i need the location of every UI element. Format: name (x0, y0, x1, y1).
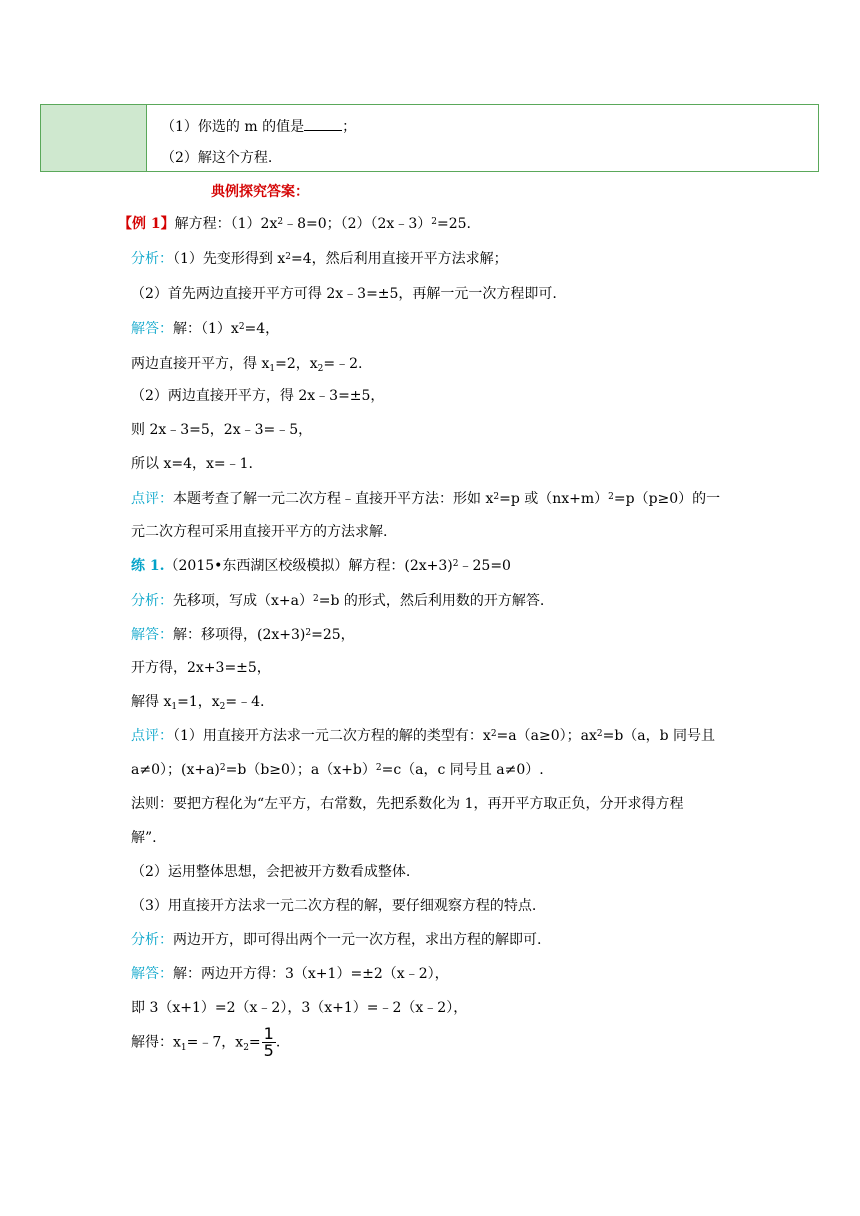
question-table (40, 104, 819, 172)
example-2-answer-2: 即 3（x+1）=2（x﹣2），3（x+1）=﹣2（x﹣2）， (131, 1000, 468, 1016)
answer-blank (304, 118, 342, 131)
table-row-1: （1）你选的 m 的值是 ； (161, 119, 357, 135)
practice-1-comment-3: （2）运用整体思想，会把被开方数看成整体. (131, 864, 411, 880)
example-2-answer-1: 解答：解：两边开方得：3（x+1）=±2（x﹣2）， (131, 966, 449, 982)
example-2-analysis: 分析：两边开方，即可得出两个一元一次方程，求出方程的解即可. (131, 932, 542, 948)
example-1-comment-1: 点评：本题考查了解一元二次方程﹣直接开平方法：形如 $x^2=p$ 或$(nx+m)^2=p(p\ge 0)$的一 (131, 491, 721, 507)
practice-1-comment-4: （3）用直接开方法求一元二次方程的解，要仔细观察方程的特点. (131, 898, 537, 914)
practice-1-rule-2: 解”. (131, 830, 157, 846)
practice-1-comment-2: a≠0）；$(x+a)^2=b(b\ge 0)$；$a(x+b)^2=c(a$，c 同号且 a≠0）. (131, 762, 544, 778)
practice-1-answer-2: 开方得，2x+3=±5， (131, 660, 271, 676)
table-row-2: （2）解这个方程. (161, 150, 273, 166)
example-1-answer-1: 解答：解：$(1)x^2=4$， (131, 321, 280, 337)
practice-1-question: 练 1.（2015•东西湖区校级模拟）解方程：$(2x+3)^2﹣25=0$ (131, 558, 511, 574)
example-1-answer-3: （2）两边直接开平方，得 2x﹣3=±5， (131, 388, 385, 404)
example-1-answer-4: 则 2x﹣3=5，2x﹣3=﹣5， (131, 422, 313, 438)
example-1-answer-5: 所以 x=4，x=﹣1. (131, 456, 253, 472)
section-heading: 典例探究答案： (211, 184, 309, 200)
practice-1-answer-1: 解答：解：移项得，$(2x+3)^2=25$， (131, 627, 355, 643)
example-1-comment-2: 元二次方程可采用直接开平方的方法求解. (131, 524, 388, 540)
example-1-analysis-2: （2）首先两边直接开平方可得 2x﹣3=±5，再解一元一次方程即可. (131, 286, 557, 302)
fraction-one-fifth: $\frac{1}{5}$ (263, 1024, 274, 1060)
table-left-cell (41, 105, 147, 171)
example-1-answer-2: 两边直接开平方，得 $x_1=2$，$x_2=﹣2$. (131, 356, 363, 374)
practice-1-analysis: 分析：先移项，写成$(x+a)^2=b$ 的形式，然后利用数的开方解答. (131, 593, 545, 609)
example-1-analysis-1: 分析：（1）先变形得到 $x^2=4$，然后利用直接开平方法求解； (131, 251, 508, 267)
practice-1-rule-1: 法则：要把方程化为“左平方，右常数，先把系数化为 1，再开平方取正负，分开求得方程 (131, 796, 684, 812)
practice-1-comment-1: 点评：（1）用直接开方法求一元二次方程的解的类型有：$x^2=a(a\ge 0)$；$ax^2=b(a$，b 同号且 (131, 728, 716, 744)
example-2-answer-3: 解得：$x_1=﹣7$，$x_2=$ $\frac{1}{5}$ . (131, 1024, 281, 1060)
example-1-question: 【例 1】解方程：$(1)2x^2﹣8=0$；（2）（2x﹣3）$^2$=25. (118, 216, 471, 232)
practice-1-answer-3: 解得 $x_1=1$，$x_2=﹣4$. (131, 694, 265, 712)
